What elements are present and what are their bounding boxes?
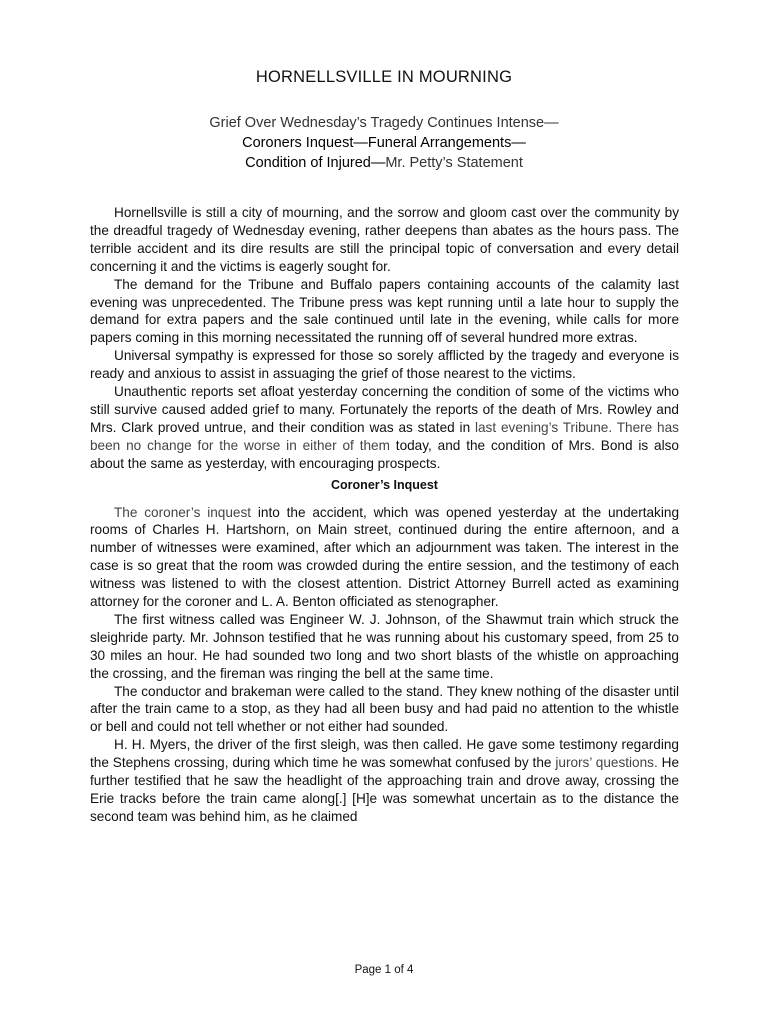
paragraph-text: into the accident, which was opened yesterday at the undertaking rooms of Charles H. Hartshorn, on Main street, continued during the entire afternoon, and a number of witnesses were examined, after which an adjournment was taken. The interest in the case is so great that the room was crowded during the entire session, and the testimony of each witness was listened to with the closest attention. District Attorney Burrell acted as examining attorney for the coroner and L. A. Benton officiated as stenographer. [90,504,679,610]
subtitle-line-3-strong: Condition of Injured— [245,155,386,171]
paragraph: The first witness called was Engineer W. J. Johnson, of the Shawmut train which struck the sleighride party. Mr. Johnson testified that he was running about his customary speed, from 25 to 30 miles an hour. He had sounded two long and two short blasts of the whistle on approaching the crossing, and the fireman was ringing the bell at the same time. [90,611,679,681]
paragraph-text-light: last evening’s Tribune. There has been no change for the worse in either of them [90,419,679,453]
paragraph: The demand for the Tribune and Buffalo papers containing accounts of the calamity last evening was unprecedented. The Tribune press was kept running until a late hour to supply the demand for extra papers and the sale continued until late in the evening, while calls for more papers coming in this morning necessitated the running off of several hundred more extras. [90,276,679,346]
paragraph [90,736,679,826]
subtitle-line-3 [0,153,768,173]
page-number: Page 1 of 4 [354,964,414,976]
paragraph: Universal sympathy is expressed for those so sorely afflicted by the tragedy and everyone is ready and anxious to assist in assuaging the grief of those nearest to the victims. [90,348,679,382]
paragraph [90,383,679,473]
subtitle-line-3-light: Mr. Petty’s Statement [385,155,523,171]
paragraph-text: He further testified that he saw the headlight of the approaching train and drove away, crossing the Erie tracks before the train came along[.] [H]e was somewhat uncertain as to the distance the second team was behind him, as he claimed [90,755,680,824]
subtitle-line-1: Grief Over Wednesday’s Tragedy Continues Intense— [209,115,559,131]
article-title: HORNELLSVILLE IN MOURNING [255,68,513,86]
subtitle-line-2: Coroners Inquest—Funeral Arrangements— [242,135,526,151]
article-body [90,204,679,826]
paragraph-text: H. H. Myers, the driver of the first sleigh, was then called. He gave some testimony regarding the Stephens crossing, during which time he was somewhat confused by the [90,737,679,771]
paragraph-text-light: The coroner’s inquest [114,504,252,520]
paragraph: The conductor and brakeman were called to the stand. They knew nothing of the disaster until after the train came to a stop, as they had all been busy and had paid no attention to the whistle or bell and could not tell whether or not either had sounded. [90,683,679,735]
paragraph-text: Unauthentic reports set afloat yesterday concerning the condition of some of the victims who still survive caused added grief to many. Fortunately the reports of the death of Mrs. Rowley and Mrs. Clark proved untrue, and their condition was as stated in [90,384,679,435]
article-subtitle [0,113,768,173]
paragraph-text: today, and the condition of Mrs. Bond is also about the same as yesterday, with encouraging prospects. [90,437,679,471]
paragraph: Hornellsville is still a city of mourning, and the sorrow and gloom cast over the community by the dreadful tragedy of Wednesday evening, rather deepens than abates as the hours pass. The terrible accident and its dire results are still the principal topic of conversation and every detail concerning it and the victims is eagerly sought for. [90,205,679,274]
section-heading: Coroner’s Inquest [331,477,438,492]
paragraph [90,504,679,611]
paragraph-text-light: jurors’ questions. [555,755,658,771]
